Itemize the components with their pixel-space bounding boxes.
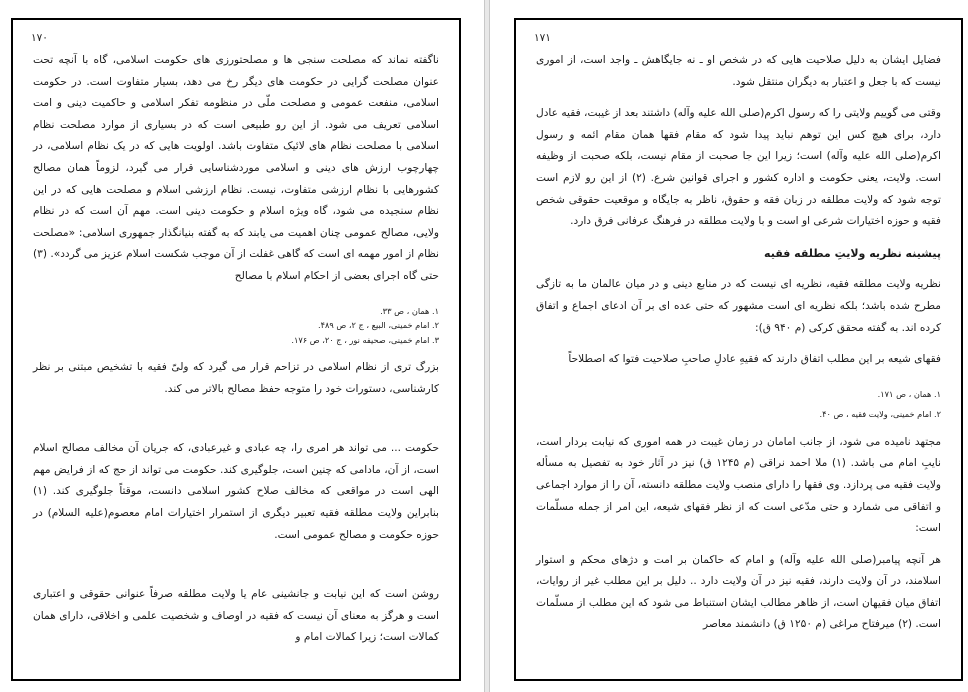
footnote: ۲. امام خمینی، البیع ، ج ۲، ص ۴۸۹. [317, 320, 439, 331]
quote-paragraph: فقهای شیعه بر این مطلب اتفاق دارند که فقیهِ عادلِ صاحبِ صلاحیت فتوا که اصطلاحاً [568, 353, 941, 366]
footnote: ۱. همان ، ص ۱۷۱. [877, 388, 941, 399]
right-page [514, 18, 963, 681]
footnote: ۲. امام خمینی، ولایت فقیه ، ص ۴۰. [819, 409, 941, 420]
footnote: ۳. امام خمینی، صحیفه نور ، ج ۲۰، ص ۱۷۶. [291, 334, 439, 345]
page-content [33, 50, 439, 649]
page-gap-divider [484, 0, 490, 692]
paragraph: فضایل ایشان به دلیل صلاحیت هایی که در شخص او ـ نه جایگاهش ـ واجد است، از اموری نیست که با جعل و اعتبار به دیگران منتقل شود. [536, 54, 941, 88]
left-page [11, 18, 461, 681]
page-number: ۱۷۱ [534, 32, 551, 44]
paragraph: نظریه ولایت مطلقه فقیه، نظریه ای نیست که در منابع دینی و در میان عالمان ما به تازگی مطرح شده باشد؛ بلکه نظریه ای است مشهور که حتی عده ای بر آن ادعای اجماع و اتفاق کرده اند. به گفته محقق کرکی (م ۹۴۰ ق): [536, 278, 941, 334]
paragraph: ناگفته نماند که مصلحت سنجی ها و مصلحتورزی های حکومت اسلامی، گاه با آنچه تحت عنوان مصلحت گرایی در حکومت های دیگر رخ می دهد، بسیار متفاوت است. در حکومت اسلامی، منفعت عمومی و مصلحت ملّی در منظومه تفکر اسلامی و حاکمیت دینی و امت اسلامی تعریف می شود. از این رو طبیعی است که در بسیاری از موارد مصلحت نظام اسلامی با مصلحت نظام های لائیک متفاوت باشد. اولویت هایی که در یک نظام اسلامی، در چهارچوب ارزش های دینی و اسلامی موردشناسایی قرار می گیرد، لزوماً همان مصالح کشورهایی با نظام ارزشی متفاوت، نیست. نظام ارزشی اسلام و مصلحت هایی که در این نظام سنجیده می شود، گاه ویژه اسلام و حکومت دینی است. مهم آن است که در نظام ولایی، مصالح عمومی چنان اهمیت می یابند که به گفته بنیانگذار جمهوری اسلامی: «مصلحت نظام از امور مهمه ای است که گاهی غفلت از آن موجب شکست اسلام عزیز می گردد». (۳) حتی گاه اجرای بعضی از احکام اسلام با مصالح [33, 54, 439, 282]
quote-paragraph: هر آنچه پیامبر(صلی الله علیه وآله) و امام که حاکمان بر امت و دژهای محکم و استوار اسلامند، در آن ولایت دارند، فقیه نیز در آن ولایت دارد .. دلیل بر این مطلب غیر از روایات، اتفاق میان فقیهان است، از ظاهر مطالب ایشان استنباط می شود که این مطلب از مسلّمات است. (۲) میرفتاح مراغی (م ۱۲۵۰ ق) دانشمند معاصر [536, 553, 941, 631]
page-number: ۱۷۰ [31, 32, 48, 44]
quote-paragraph: حکومت ... می تواند هر امری را، چه عبادی و غیرعبادی، که جریان آن مخالف مصالح اسلام است، از آن، مادامی که چنین است، جلوگیری کند. حکومت می تواند از حج که از فرایض مهم الهی است در مواقعی که مخالف صلاح کشور اسلامی دانست، موقتاً جلوگیری کند. (۱) بنابراین ولایت مطلقه فقیه تعبیر دیگری از استمرار اختیارات امام معصوم(علیه السلام) در حوزه حکومت و مصالح عمومی است. [33, 442, 439, 541]
quote-paragraph: وقتی می گوییم ولایتی را که رسول اکرم(صلی الله علیه وآله) داشتند بعد از غیبت، فقیه عادل دارد، برای هیچ کس این توهم نباید پیدا شود که مقام فقها همان مقام ائمه و رسول اکرم(صلی الله علیه وآله) است؛ زیرا این جا صحبت از مقام نیست، بلکه صحبت از وظیفه است. ولایت، یعنی حکومت و اداره کشور و اجرای قوانین شرع. (۲) از این رو لازم است توجه شود که ولایت مطلقه در زبان فقه و حقوق، ناظر به جایگاه و موقعیت حقوقی شخص فقیه و حوزه اختیارات شرعی او است و با ولایت مطلقه در فرهنگ عرفانی فرق دارد. [536, 107, 942, 228]
paragraph: روشن است که این نیابت و جانشینی عام یا ولایت مطلقه صرفاً عنوانی حقوقی و اعتباری است و هرگز به معنای آن نیست که فقیه در اوصاف و شخصیت علمی و اخلاقی، دارای همان کمالات است؛ زیرا کمالات امام و [33, 588, 439, 644]
paragraph: مجتهد نامیده می شود، از جانب امامان در زمان غیبت در همه اموری که نیابت بردار است، نایبِ امام می باشد. (۱) ملا احمد نراقی (م ۱۲۴۵ ق) نیز در آثار خود به تفصیل به مسأله ولایت فقیه می پردازد. وی فقها را دارای منصب ولایت مطلقه دانسته، آن را از موارد اجماعی و اتفاقی می شمارد و حتی مدّعی است که از نظر فقهای شیعه، این امر از جمله مسلّمات است: [536, 435, 941, 535]
page-content [536, 50, 941, 636]
footnote: ۱. همان ، ص ۳۳. [380, 305, 439, 316]
paragraph: بزرگ تری از نظام اسلامی در تزاحم قرار می گیرد که ولیّ فقیه با تشخیص مبتنی بر نظر کارشناسی، دستورات خود را متوجه حفظ مصالح بالاتر می کند. [33, 361, 439, 395]
section-heading: پیشینه نظریه ولایتِ مطلقه فقیه [764, 246, 941, 260]
